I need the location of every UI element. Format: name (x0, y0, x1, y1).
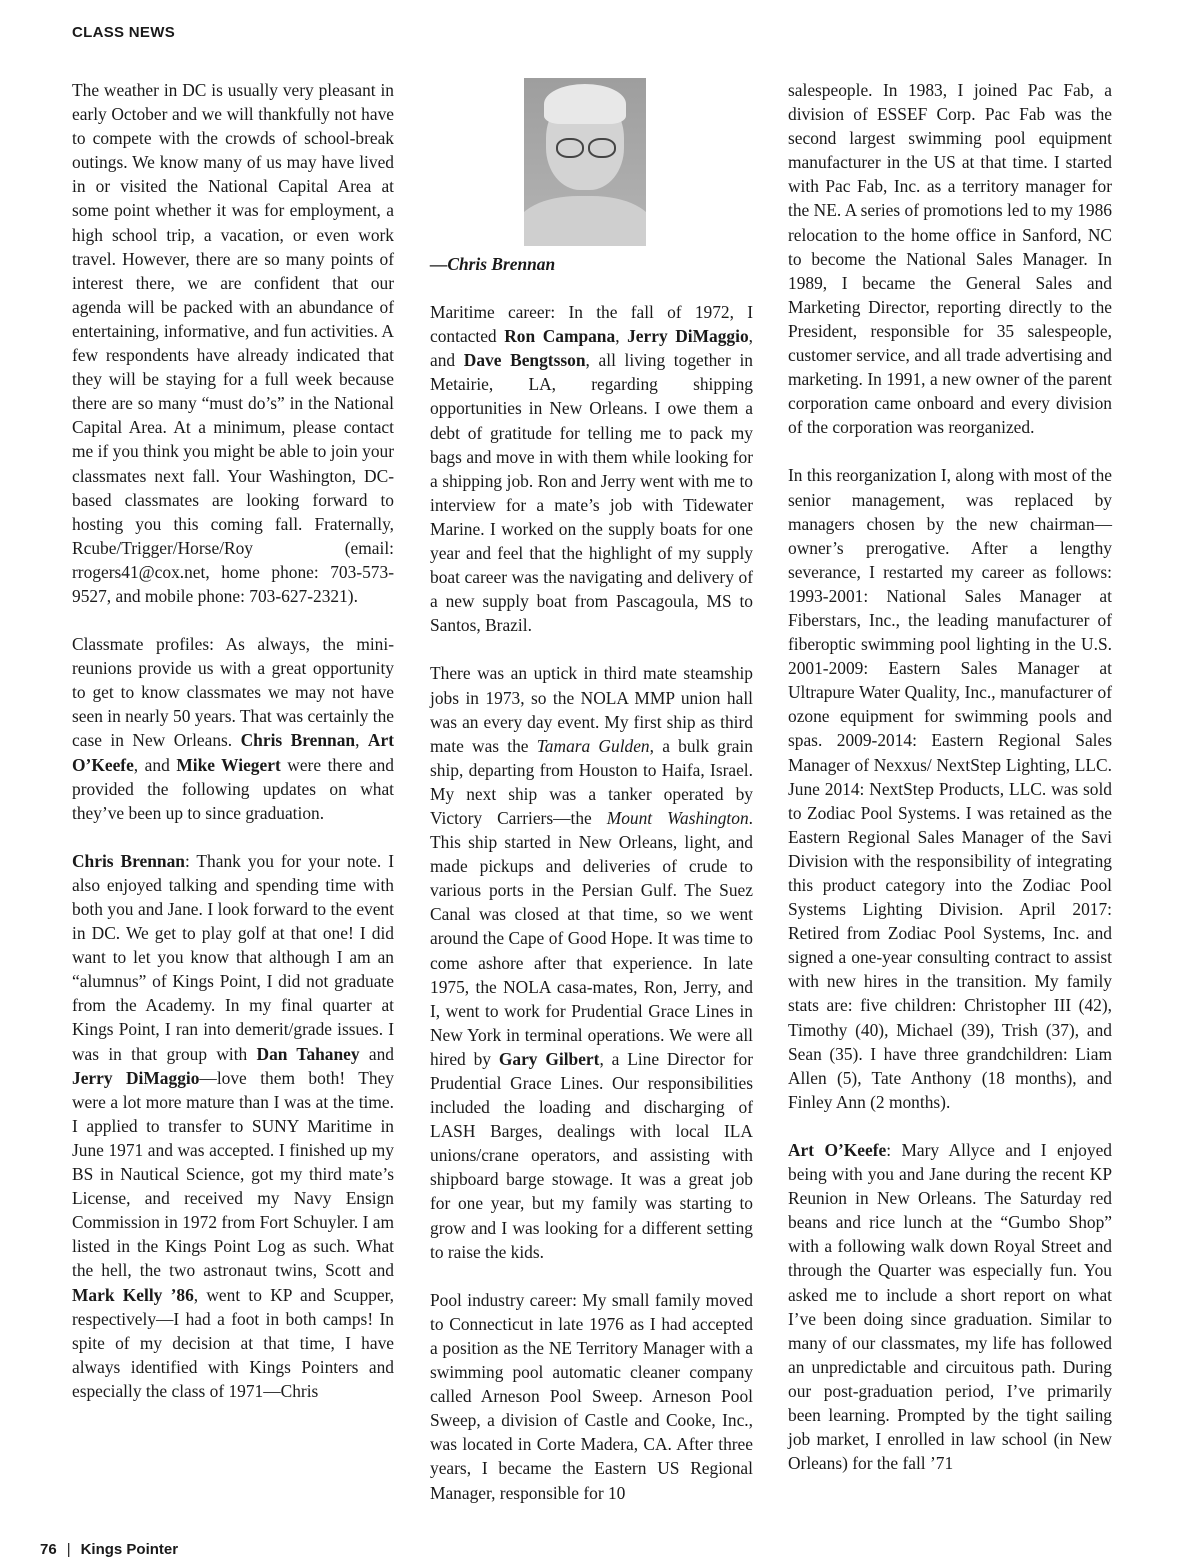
bold-name: Art O’Keefe (72, 730, 394, 775)
text-run: , all living together in Metairie, LA, regarding shipping opportunities in New Orleans. I owe them a debt of gratitude for telling me to pack my bags and move in with them while looking for a shipping job. Ron and Jerry went with me to interview for a mate’s job with Tidewater Marine. I worked on the supply boats for one year and feel that the highlight of my supply boat career was the navigating and delivery of a new supply boat from Pascagoula, MS to Santos, Brazil. (430, 350, 753, 636)
text-run: There was an uptick in third mate steamship jobs in 1973, so the NOLA MMP union hall was an every day event. My first ship as third mate was the (430, 663, 753, 756)
article-column-2 (430, 78, 753, 1505)
photo-shirt (524, 196, 646, 246)
text-run: were there and provided the following updates on what they’ve been up to since graduation. (72, 754, 394, 823)
text-run: and (359, 1043, 394, 1064)
text-run: —love them both! They were a lot more mature than I was at the time. I applied to transfer to SUNY Maritime in June 1971 and was accepted. I finished up my BS in Nautical Science, got my third mate’s License, and received my Navy Ensign Commission in 1972 from Fort Schuyler. I am listed in the Kings Point Log as such. What the hell, the two astronaut twins, Scott and (72, 1067, 395, 1281)
photo-caption: —Chris Brennan (430, 254, 556, 274)
bold-name: Jerry DiMaggio (627, 326, 749, 347)
bold-name: Chris Brennan (240, 730, 356, 751)
bold-name: Chris Brennan (72, 850, 185, 871)
page-number: 76 (40, 1541, 57, 1558)
paragraph (72, 78, 394, 608)
text-run: , (355, 730, 368, 751)
bold-name: Dave Bengtsson (463, 350, 586, 371)
paragraph (430, 661, 753, 1263)
text-run: In this reorganization I, along with most of the senior management, was replaced by managers chosen by the new chairman—owner’s prerogative. After a lengthy severance, I restarted my career as follows: 1993-2001: National Sales Manager at Fiberstars, Inc., the leading manufacturer of fiberoptic swimming pool lighting in the U.S. 2001-2009: Eastern Sales Manager at Ultrapure Water Quality, Inc., manufacturer of ozone equipment for swimming pools and spas. 2009-2014: Eastern Regional Sales Manager of Nexxus/ NextStep Lighting, LLC. June 2014: NextStep Products, LLC. was sold to Zodiac Pool Systems. I was retained as the Eastern Regional Sales Manager of the Savi Division with the responsibility of integrating this product category into the Zodiac Pool Systems Lighting Division. April 2017: Retired from Zodiac Pool Systems, Inc. and signed a one-year consulting contract to assist with new hires in the transition. My family stats are: five children: Christopher III (42), Timothy (40), Michael (39), Trish (37), and Sean (35). I have three grandchildren: Liam Allen (5), Tate Anthony (18 months), and Finley Ann (2 months). (788, 465, 1112, 1112)
text-run: Maritime career: In the fall of 1972, I contacted (430, 302, 753, 347)
paragraph (430, 1288, 753, 1505)
photo-hair (544, 84, 626, 124)
article-column-1 (72, 78, 394, 1403)
footer-separator: | (66, 1541, 71, 1558)
chris-brennan-photo (524, 78, 646, 246)
bold-name: Dan Tahaney (256, 1043, 360, 1064)
column-2-body (430, 300, 753, 1505)
italic-title: Tamara Gulden (536, 735, 650, 756)
publication-name: Kings Pointer (80, 1541, 179, 1558)
paragraph (788, 78, 1112, 439)
text-run: , went to KP and Scupper, respectively—I had a foot in both camps! In spite of my decision at that time, I have always identified with Kings Pointers and especially the class of 1971—Chris (72, 1284, 395, 1401)
article-column-3 (788, 78, 1112, 1475)
paragraph (430, 300, 753, 637)
text-run: Pool industry career: My small family moved to Connecticut in late 1976 as I had accepted a position as the NE Territory Manager with a swimming pool automatic cleaner company called Arneson Pool Sweep. Arneson Pool Sweep, a division of Castle and Cooke, Inc., was located in Corte Madera, CA. After three years, I became the Eastern US Regional Manager, responsible for 10 (430, 1289, 753, 1503)
text-run: The weather in DC is usually very pleasant in early October and we will thankfully not have to compete with the crowds of school-break outings. We know many of us may have lived in or visited the National Capital Area at some point whether it was for employment, a high school trip, a vacation, or even work travel. However, there are so many points of interest there, we are confident that our agenda will be packed with an abundance of entertaining, informative, and fun activities. A few respondents have already indicated that they will be staying for a full week because there are so many “must do’s” in the National Capital Area. At a minimum, please contact me if you think you might be able to join your classmates next fall. Your Washington, DC-based classmates are looking forward to hosting you this coming fall. Fraternally, Rcube/Trigger/Horse/Roy (email: rrogers41@cox.net, home phone: 703-573-9527, and mobile phone: 703-627-2321). (72, 80, 394, 606)
text-run: : Thank you for your note. I also enjoyed talking and spending time with both you and Jane. I look forward to the event in DC. We get to play golf at that one! I did want to let you know that although I am an “alumnus” of Kings Point, I did not graduate from the Academy. In my final quarter at Kings Point, I ran into demerit/grade issues. I was in that group with (72, 850, 394, 1064)
bold-name: Gary Gilbert (498, 1048, 600, 1069)
italic-title: Mount Washington (606, 807, 749, 828)
photo-glasses-right (588, 138, 616, 158)
text-run: , a Line Director for Prudential Grace Lines. Our responsibilities included the loading and discharging of LASH Barges, dealings with local ILA unions/crane operators, and assisting with shipboard barge stowage. It was a great job for one year, but my family was starting to grow and I was looking for a different setting to raise the kids. (430, 1048, 754, 1262)
text-run: salespeople. In 1983, I joined Pac Fab, a division of ESSEF Corp. Pac Fab was the second largest swimming pool equipment manufacturer in the US at that time. I started with Pac Fab, Inc. as a territory manager for the NE. A series of promotions led to my 1986 relocation to the home office in Sanford, NC to become the National Sales Manager. In 1989, I became the General Sales and Marketing Director, reporting directly to the President, responsible for 35 salespeople, customer service, and all trade advertising and marketing. In 1991, a new owner of the parent corporation came onboard and every division of the corporation was reorganized. (788, 80, 1112, 438)
text-run: , (615, 326, 628, 347)
section-header: CLASS NEWS (72, 24, 176, 41)
paragraph (72, 632, 394, 825)
paragraph (788, 463, 1112, 1114)
text-run: , and (430, 326, 754, 371)
bold-name: Art O’Keefe (788, 1139, 887, 1160)
text-run: : Mary Allyce and I enjoyed being with you and Jane during the recent KP Reunion in New Orleans. The Saturday red beans and rice lunch at the “Gumbo Shop” with a following walk down Royal Street and through the Quarter was especially fun. You asked me to include a short report on what I’ve been doing since graduation. Similar to many of our classmates, my life has followed an unpredictable and circuitous path. During our post-graduation period, I’ve primarily been learning. Prompted by the tight sailing job market, I enrolled in law school (in New Orleans) for the fall ’71 (788, 1139, 1112, 1474)
bold-name: Ron Campana (504, 326, 616, 347)
page-footer (40, 1541, 178, 1558)
bold-name: Mark Kelly ’86 (72, 1284, 194, 1305)
text-run: , a bulk grain ship, departing from Houston to Haifa, Israel. My next ship was a tanker operated by Victory Carriers—the (430, 735, 753, 828)
text-run: , and (133, 754, 177, 775)
photo-glasses-left (556, 138, 584, 158)
bold-name: Mike Wiegert (176, 754, 281, 775)
bold-name: Jerry DiMaggio (72, 1067, 200, 1088)
paragraph (72, 849, 394, 1403)
paragraph (788, 1138, 1112, 1475)
text-run: . This ship started in New Orleans, light, and made pickups and deliveries of crude to various ports in the Persian Gulf. The Suez Canal was closed at that time, so we went around the Cape of Good Hope. It was time to come ashore after that experience. In late 1975, the NOLA casa-mates, Ron, Jerry, and I, went to work for Prudential Grace Lines in New York in terminal operations. We were all hired by (430, 807, 753, 1069)
text-run: Classmate profiles: As always, the mini-reunions provide us with a great opportunity to get to know classmates we may not have seen in nearly 50 years. That was certainly the case in New Orleans. (72, 634, 394, 751)
